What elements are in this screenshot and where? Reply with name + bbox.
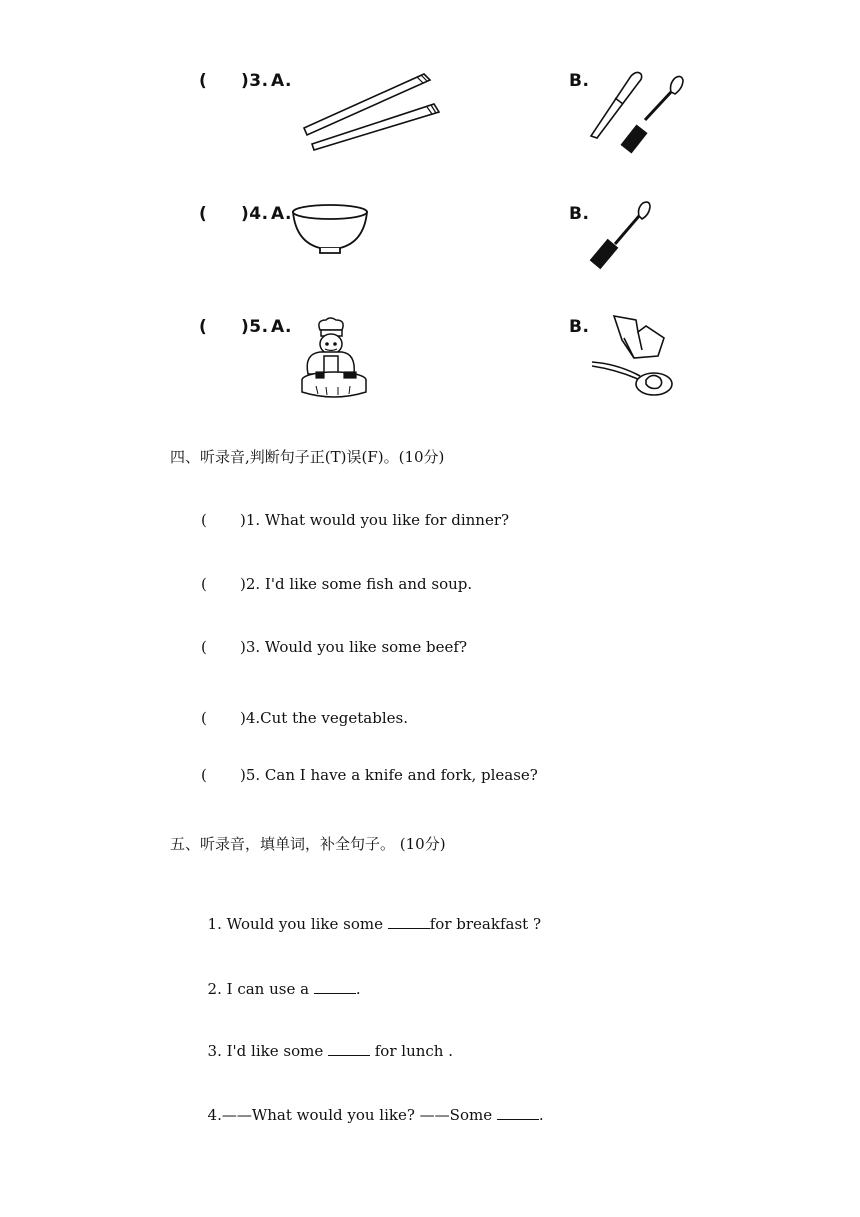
option-a-label: A.: [271, 317, 292, 337]
item-number: )3.: [241, 71, 269, 91]
fill-blank-sentence: [198, 897, 541, 933]
sentence-start: 2. I can use a: [207, 980, 314, 998]
answer-blank[interactable]: [314, 981, 356, 994]
sentence-end: for lunch .: [369, 1042, 453, 1060]
answer-paren[interactable]: (: [199, 71, 208, 91]
fill-blank-sentence: [198, 1088, 544, 1124]
section-five-title: 五、听录音，填单词，补全句子。 (10分): [170, 835, 446, 853]
statement-text: )2. I'd like some fish and soup.: [240, 575, 473, 593]
bowl-icon: [290, 202, 370, 258]
answer-paren[interactable]: (: [199, 317, 208, 337]
option-b-label: B.: [569, 317, 590, 337]
answer-paren[interactable]: (: [201, 511, 207, 529]
answer-paren[interactable]: (: [201, 638, 207, 656]
sentence-end: .: [355, 980, 361, 998]
item-number: )4.: [241, 204, 269, 224]
item-number: )5.: [241, 317, 269, 337]
chopsticks-icon: [300, 70, 445, 152]
option-a-label: A.: [271, 71, 292, 91]
answer-blank[interactable]: [328, 1043, 370, 1056]
fill-blank-sentence: [198, 962, 361, 998]
fork-icon: [585, 198, 655, 276]
chef-cutting-icon: [294, 316, 374, 400]
sentence-end: .: [538, 1106, 544, 1124]
sentence-start: 4.——What would you like? ——Some: [207, 1106, 497, 1124]
spoon-and-food-icon: [588, 310, 676, 402]
answer-paren[interactable]: (: [201, 709, 207, 727]
section-four-title: 四、听录音,判断句子正(T)误(F)。(10分): [170, 448, 445, 466]
sentence-start: 1. Would you like some: [207, 915, 388, 933]
option-b-label: B.: [569, 204, 590, 224]
answer-blank[interactable]: [388, 916, 430, 929]
fill-blank-sentence: [198, 1024, 453, 1060]
statement-text: )3. Would you like some beef?: [240, 638, 467, 656]
statement-text: )5. Can I have a knife and fork, please?: [240, 766, 538, 784]
statement-text: )1. What would you like for dinner?: [240, 511, 510, 529]
statement-text: )4.Cut the vegetables.: [240, 709, 408, 727]
option-a-label: A.: [271, 204, 292, 224]
sentence-end: for breakfast ?: [429, 915, 541, 933]
answer-paren[interactable]: (: [201, 766, 207, 784]
knife-and-fork-icon: [585, 68, 690, 160]
answer-paren[interactable]: (: [199, 204, 208, 224]
answer-paren[interactable]: (: [201, 575, 207, 593]
sentence-start: 3. I'd like some: [207, 1042, 328, 1060]
option-b-label: B.: [569, 71, 590, 91]
answer-blank[interactable]: [497, 1107, 539, 1120]
